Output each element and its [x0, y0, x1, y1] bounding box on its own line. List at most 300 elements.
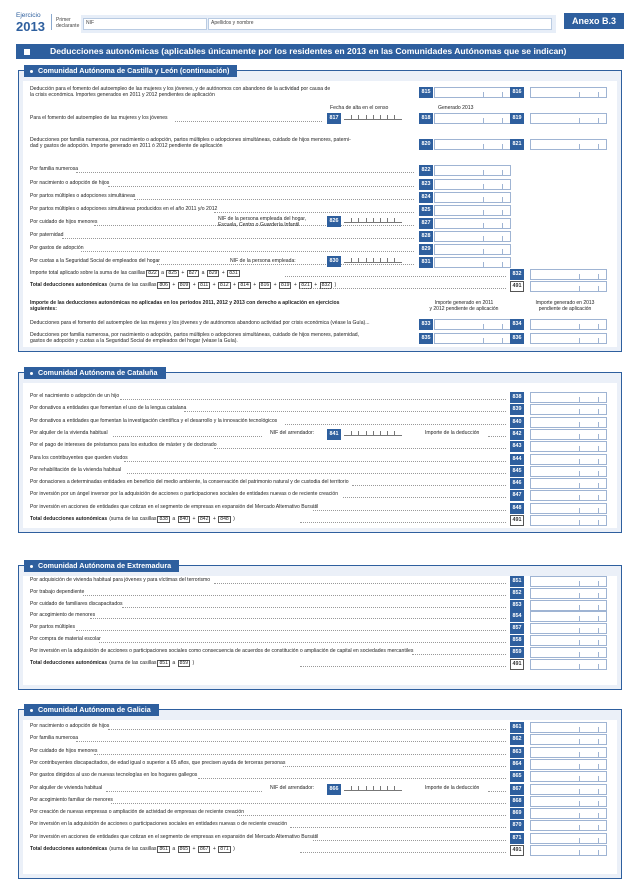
- operator: a: [170, 516, 177, 522]
- digit-tick: [579, 483, 580, 489]
- value-839[interactable]: [530, 404, 607, 415]
- value-821[interactable]: [530, 139, 607, 150]
- digit-tick: [502, 324, 503, 330]
- value-865[interactable]: [530, 771, 607, 782]
- nif-digit-tick: [358, 258, 359, 262]
- row-843-label: Por el pago de intereses de préstamos para los estudios de máster y de doctorado: [30, 442, 217, 449]
- digit-tick: [483, 223, 484, 229]
- value-861[interactable]: [530, 722, 607, 733]
- row-867-label: Por alquiler de vivienda habitual: [30, 784, 103, 791]
- operator: +: [211, 846, 218, 852]
- box-number: 830: [327, 256, 341, 267]
- digit-tick: [598, 581, 599, 587]
- box-number: 861: [510, 722, 524, 733]
- box-number: 823: [419, 179, 433, 190]
- digit-tick: [483, 236, 484, 242]
- value-853[interactable]: [530, 600, 607, 611]
- box-number: 819: [510, 113, 524, 124]
- row-839-label: Por donativos a entidades que fomentan el uso de la lengua catalana: [30, 405, 187, 412]
- pend-col1-label-2: y 2012 pendiente de aplicación: [429, 306, 499, 312]
- fecha-alta-label: Fecha de alta en el censo: [330, 105, 389, 111]
- total-value[interactable]: [530, 515, 607, 526]
- digit-tick: [483, 170, 484, 176]
- digit-tick: [502, 338, 503, 344]
- dotted-leader: [83, 595, 506, 596]
- nif-digit-tick: [380, 431, 381, 435]
- total-row-label: [30, 282, 336, 289]
- row-845-label: Por rehabilitación de la vivienda habitual: [30, 466, 122, 473]
- row-831-label: Por cuotas a la Seguridad Social de empleados del hogar: [30, 258, 160, 264]
- value-848[interactable]: [530, 503, 607, 514]
- section-title: [24, 367, 166, 379]
- value-845[interactable]: [530, 466, 607, 477]
- nif-digit-tick: [366, 115, 367, 119]
- digit-tick: [579, 446, 580, 452]
- value-846[interactable]: [530, 478, 607, 489]
- box-number: 862: [510, 734, 524, 745]
- nif-digit-tick: [358, 218, 359, 222]
- digit-tick: [483, 249, 484, 255]
- ref-box: 809: [179, 282, 189, 288]
- r832-text: Importe total aplicado sobre la suma de las casillas: [30, 270, 146, 276]
- total-value[interactable]: [530, 281, 607, 292]
- digit-tick: [579, 471, 580, 477]
- value-834[interactable]: [530, 319, 607, 330]
- nif-persona-label: NIF de la persona empleada:: [230, 258, 296, 264]
- dotted-leader: [290, 827, 506, 828]
- digit-tick: [598, 789, 599, 795]
- row-863-label: Por cuidado de hijos menores: [30, 747, 98, 754]
- digit-tick: [483, 118, 484, 124]
- box-number: 857: [510, 623, 524, 634]
- digit-tick: [579, 286, 580, 292]
- digit-tick: [598, 825, 599, 831]
- digit-tick: [598, 605, 599, 611]
- operator: +: [191, 516, 197, 522]
- nif-persona-field[interactable]: [344, 254, 402, 263]
- box-number: 491: [510, 281, 524, 292]
- dotted-leader: [90, 618, 506, 619]
- value-863[interactable]: [530, 747, 607, 758]
- digit-tick: [598, 616, 599, 622]
- operator: a: [159, 270, 166, 276]
- pend-col2-label: Importe generado en 2013: [535, 300, 595, 306]
- box-number: 829: [419, 244, 433, 255]
- nif-digit-tick: [373, 218, 374, 222]
- fecha-alta-field[interactable]: [344, 111, 402, 120]
- digit-tick: [502, 92, 503, 98]
- row-851-label: Por adquisición de vivienda habitual para jóvenes y para víctimas del terrorismo: [30, 577, 211, 583]
- total-rest: (suma de las casillas: [109, 846, 157, 852]
- box-number: 863: [510, 747, 524, 758]
- digit-tick: [579, 838, 580, 844]
- importe-deduccion-label: Importe de la deducción: [425, 429, 480, 436]
- value-870[interactable]: [530, 820, 607, 831]
- digit-tick: [483, 197, 484, 203]
- ref-box: 851: [159, 659, 168, 666]
- row-833-label: Deducciones para el fomento del autoempleo de las mujeres y los jóvenes y de autónomos abandono actividad por crisis económica (véase la Guía)...: [30, 320, 370, 326]
- dotted-leader: [285, 276, 506, 277]
- digit-tick: [579, 520, 580, 526]
- ref-box: 848: [220, 516, 229, 522]
- header-divider: [51, 14, 52, 30]
- value-825[interactable]: [434, 205, 511, 216]
- operator: +: [251, 282, 258, 288]
- box-number: 826: [327, 216, 341, 227]
- nif-digit-tick: [351, 786, 352, 790]
- value-857[interactable]: [530, 623, 607, 634]
- dotted-leader: [157, 264, 415, 265]
- digit-tick: [598, 838, 599, 844]
- ref-box: 821: [301, 282, 310, 288]
- total-row-label: [30, 516, 235, 523]
- ref-box: 867: [199, 846, 209, 852]
- box-number: 818: [419, 113, 433, 124]
- dotted-leader: [76, 630, 506, 631]
- box-number: 491: [510, 515, 524, 526]
- dotted-leader: [198, 778, 506, 779]
- digit-tick: [579, 593, 580, 599]
- box-number: 851: [510, 576, 524, 587]
- digit-tick: [502, 184, 503, 190]
- value-854[interactable]: [530, 611, 607, 622]
- dotted-leader: [94, 754, 506, 755]
- value-844[interactable]: [530, 454, 607, 465]
- nif-digit-tick: [380, 258, 381, 262]
- row-852-label: Por trabajo dependiente: [30, 588, 85, 595]
- value-847[interactable]: [530, 490, 607, 501]
- nif-digit-tick: [351, 115, 352, 119]
- importe-deduccion-label: Importe de la deducción: [425, 784, 480, 791]
- digit-tick: [579, 850, 580, 856]
- nif-arrendador-field[interactable]: [344, 427, 402, 436]
- box-number: 821: [510, 139, 524, 150]
- ref-box: 816: [260, 282, 270, 288]
- row-815-line2: la crisis económica. Importes generados en 2011 y 2012 pendientes de aplicación: [30, 92, 215, 98]
- close-paren: ): [333, 282, 337, 288]
- box-number: 816: [510, 87, 524, 98]
- value-862[interactable]: [530, 734, 607, 745]
- square-bullet-icon: [24, 49, 30, 55]
- nif-empleada-field[interactable]: [344, 214, 402, 223]
- digit-tick: [598, 397, 599, 403]
- digit-tick: [502, 144, 503, 150]
- digit-tick: [502, 118, 503, 124]
- ejercicio-year: 2013: [16, 19, 45, 34]
- box-number: 848: [510, 503, 524, 514]
- dotted-leader: [134, 199, 415, 200]
- nif-digit-tick: [373, 431, 374, 435]
- row-868-label: Por acogimiento familiar de menores: [30, 796, 113, 803]
- digit-tick: [598, 813, 599, 819]
- value-832[interactable]: [530, 269, 607, 280]
- value-842[interactable]: [530, 429, 607, 440]
- operator: +: [179, 270, 186, 276]
- nif-arrendador-label: NIF del arrendador:: [270, 784, 315, 791]
- nif-digit-tick: [380, 218, 381, 222]
- digit-tick: [579, 825, 580, 831]
- dotted-leader: [120, 399, 506, 400]
- generado-label: Generado 2013: [438, 105, 474, 111]
- digit-tick: [579, 274, 580, 280]
- dotted-leader: [124, 461, 506, 462]
- value-819[interactable]: [530, 113, 607, 124]
- digit-tick: [483, 184, 484, 190]
- box-number: 820: [419, 139, 433, 150]
- digit-tick: [579, 434, 580, 440]
- value-818[interactable]: [434, 113, 511, 124]
- value-868[interactable]: [530, 796, 607, 807]
- value-822[interactable]: [434, 165, 511, 176]
- digit-tick: [598, 446, 599, 452]
- digit-tick: [579, 652, 580, 658]
- nif-digit-tick: [394, 786, 395, 790]
- ref-box: 840: [179, 516, 189, 522]
- total-rest: (suma de las casillas: [109, 659, 157, 666]
- dotted-leader: [127, 473, 506, 474]
- nif-digit-tick: [387, 258, 388, 262]
- digit-tick: [502, 210, 503, 216]
- main-title-bar: Deducciones autonómicas (aplicables únicamente por los residentes en 2013 en las Comunidades Autónomas que se indican): [16, 44, 624, 59]
- digit-tick: [579, 409, 580, 415]
- dotted-leader: [300, 852, 506, 853]
- box-number: 843: [510, 441, 524, 452]
- operator: +: [170, 282, 177, 288]
- digit-tick: [579, 144, 580, 150]
- digit-tick: [598, 434, 599, 440]
- nif-digit-tick: [394, 431, 395, 435]
- value-869[interactable]: [530, 808, 607, 819]
- dotted-leader: [108, 729, 506, 730]
- value-843[interactable]: [530, 441, 607, 452]
- row-844-label: Para los contribuyentes que queden viudos: [30, 454, 128, 461]
- box-number: 815: [419, 87, 433, 98]
- value-871[interactable]: [530, 833, 607, 844]
- total-label: Total deducciones autonómicas: [30, 516, 108, 522]
- pendientes-title-1: Importe de las deducciones autonómicas no aplicadas en los períodos 2011, 2012 y 2013 con derecho a aplicación en ejercicios: [30, 300, 340, 306]
- box-number: 840: [510, 417, 524, 428]
- dotted-leader: [488, 436, 506, 437]
- nif-field[interactable]: NIF: [83, 18, 207, 30]
- operator: +: [191, 282, 198, 288]
- row-859-label: Por inversión en la adquisición de acciones o participaciones sociales como consecuencia de acuerdos de constitución o ampliación de capital en sociedades mercantiles: [30, 647, 414, 654]
- dotted-leader: [343, 497, 506, 498]
- row-861-label: Por nacimiento o adopción de hijos: [30, 723, 110, 729]
- value-815[interactable]: [434, 87, 511, 98]
- value-835[interactable]: [434, 333, 511, 344]
- value-823[interactable]: [434, 179, 511, 190]
- nif-digit-tick: [366, 258, 367, 262]
- value-828[interactable]: [434, 231, 511, 242]
- digit-tick: [579, 664, 580, 670]
- nif-digit-tick: [387, 115, 388, 119]
- section-title-text: Comunidad Autónoma de Castilla y León (continuación): [38, 66, 230, 75]
- value-824[interactable]: [434, 192, 511, 203]
- value-840[interactable]: [530, 417, 607, 428]
- dotted-leader: [214, 448, 506, 449]
- digit-tick: [598, 850, 599, 856]
- digit-tick: [483, 210, 484, 216]
- ref-box: 814: [240, 282, 249, 288]
- digit-tick: [598, 274, 599, 280]
- apellidos-field[interactable]: Apellidos y nombre: [208, 18, 552, 30]
- value-858[interactable]: [530, 635, 607, 646]
- section-title-text: Comunidad Autónoma de Galicia: [38, 705, 151, 714]
- box-number: 846: [510, 478, 524, 489]
- box-number: 858: [510, 635, 524, 646]
- digit-tick: [502, 249, 503, 255]
- digit-tick: [598, 483, 599, 489]
- box-number: 831: [419, 257, 433, 268]
- nif-empleada-label: NIF de la persona empleada del hogar,: [218, 216, 307, 222]
- ref-box: 832: [321, 282, 331, 288]
- dotted-leader: [313, 510, 506, 511]
- row-869-label: Por creación de nuevas empresas o ampliación de actividad de empresas de reciente creación: [30, 809, 245, 816]
- digit-tick: [502, 223, 503, 229]
- nif-digit-tick: [387, 786, 388, 790]
- value-833[interactable]: [434, 319, 511, 330]
- value-838[interactable]: [530, 392, 607, 403]
- dotted-leader: [76, 172, 414, 173]
- value-852[interactable]: [530, 588, 607, 599]
- nif-digit-tick: [358, 786, 359, 790]
- ref-box: 825: [168, 270, 177, 276]
- total-value[interactable]: [530, 845, 607, 856]
- digit-tick: [483, 144, 484, 150]
- value-851[interactable]: [530, 576, 607, 587]
- digit-tick: [579, 459, 580, 465]
- operator: +: [191, 846, 197, 852]
- digit-tick: [598, 92, 599, 98]
- value-816[interactable]: [530, 87, 607, 98]
- ref-box: 811: [200, 282, 209, 288]
- value-829[interactable]: [434, 244, 511, 255]
- box-number: 870: [510, 820, 524, 831]
- ref-box: 871: [220, 846, 229, 852]
- value-859[interactable]: [530, 647, 607, 658]
- digit-tick: [598, 739, 599, 745]
- box-number: 865: [510, 771, 524, 782]
- row-846-label: Por donaciones a determinadas entidades en beneficio del medio ambiente, la conservación del patrimonio natural y de custodia del territorio: [30, 479, 349, 486]
- box-number: 834: [510, 319, 524, 330]
- digit-tick: [579, 776, 580, 782]
- digit-tick: [598, 640, 599, 646]
- dotted-leader: [122, 607, 506, 608]
- bullet-icon: [30, 372, 33, 375]
- value-827[interactable]: [434, 218, 511, 229]
- value-867[interactable]: [530, 784, 607, 795]
- ref-box: 827: [188, 270, 198, 276]
- nif-digit-tick: [387, 431, 388, 435]
- digit-tick: [579, 605, 580, 611]
- row-822-label: Por familia numerosa: [30, 166, 79, 172]
- nif-digit-tick: [351, 258, 352, 262]
- ref-box: 806: [159, 282, 168, 288]
- row-835-line1: Deducciones por familia numerosa, por nacimiento o adopción, partos múltiples o adopciones simultáneas, cuidado de hijos menores, paternidad,: [30, 332, 360, 338]
- total-rest: (suma de las casillas: [109, 516, 157, 522]
- operator: a: [200, 270, 206, 276]
- digit-tick: [502, 197, 503, 203]
- section-title-text: Comunidad Autónoma de Cataluña: [38, 368, 158, 377]
- dotted-leader: [113, 436, 262, 437]
- row-857-label: Por partos múltiples: [30, 624, 76, 631]
- ref-box: 819: [280, 282, 290, 288]
- operator: +: [211, 282, 218, 288]
- value-836[interactable]: [530, 333, 607, 344]
- total-label: Total deducciones autonómicas: [30, 659, 108, 666]
- bullet-icon: [30, 565, 33, 568]
- digit-tick: [579, 640, 580, 646]
- digit-tick: [579, 628, 580, 634]
- ref-box: 838: [159, 516, 168, 522]
- box-number: 842: [510, 429, 524, 440]
- nif-digit-tick: [366, 218, 367, 222]
- row-858-label: Por compra de material escolar: [30, 636, 101, 642]
- bullet-icon: [30, 709, 33, 712]
- digit-tick: [579, 739, 580, 745]
- box-number: 852: [510, 588, 524, 599]
- digit-tick: [598, 422, 599, 428]
- value-820[interactable]: [434, 139, 511, 150]
- row-829-label: Por gastos de adopción: [30, 245, 84, 251]
- digit-tick: [598, 593, 599, 599]
- digit-tick: [579, 397, 580, 403]
- pend-col2-label-2: pendiente de aplicación: [538, 306, 592, 312]
- row-815-line1: Deducción para el fomento del autoempleo de las mujeres y los jóvenes, y de autónomos con abandono de la actividad por causa de: [30, 86, 331, 92]
- nif-digit-tick: [358, 431, 359, 435]
- row-838-label: Por el nacimiento o adopción de un hijo: [30, 393, 120, 399]
- ref-box: 859: [179, 659, 189, 666]
- nif-digit-tick: [380, 115, 381, 119]
- box-number: 839: [510, 404, 524, 415]
- digit-tick: [598, 727, 599, 733]
- dotted-leader: [111, 803, 507, 804]
- box-number: 844: [510, 454, 524, 465]
- operator: +: [312, 282, 319, 288]
- nif-digit-tick: [394, 218, 395, 222]
- value-831[interactable]: [434, 257, 511, 268]
- row-848-label: Por inversión en acciones de entidades que cotizan en el segmento de empresas en expansión del Mercado Alternativo Bursátil: [30, 503, 319, 510]
- digit-tick: [502, 236, 503, 242]
- total-rest: (suma de las casillas: [109, 282, 157, 288]
- ref-box: 831: [229, 270, 238, 276]
- digit-tick: [598, 495, 599, 501]
- box-number: 845: [510, 466, 524, 477]
- digit-tick: [502, 170, 503, 176]
- digit-tick: [579, 801, 580, 807]
- total-value[interactable]: [530, 659, 607, 670]
- pendientes-title-2: siguientes:: [30, 306, 57, 312]
- dotted-leader: [412, 654, 506, 655]
- nif-digit-tick: [351, 218, 352, 222]
- box-number: 835: [419, 333, 433, 344]
- digit-tick: [579, 338, 580, 344]
- dotted-leader: [214, 212, 414, 213]
- digit-tick: [579, 616, 580, 622]
- box-number: 817: [327, 113, 341, 124]
- dotted-leader: [81, 251, 414, 252]
- digit-tick: [579, 92, 580, 98]
- nif-digit-tick: [366, 786, 367, 790]
- digit-tick: [598, 118, 599, 124]
- nif-arrendador-field[interactable]: [344, 782, 402, 791]
- row-862-label: Por familia numerosa: [30, 735, 79, 742]
- digit-tick: [598, 764, 599, 770]
- operator: a: [170, 659, 177, 666]
- box-number: 868: [510, 796, 524, 807]
- dotted-leader: [300, 666, 506, 667]
- value-864[interactable]: [530, 759, 607, 770]
